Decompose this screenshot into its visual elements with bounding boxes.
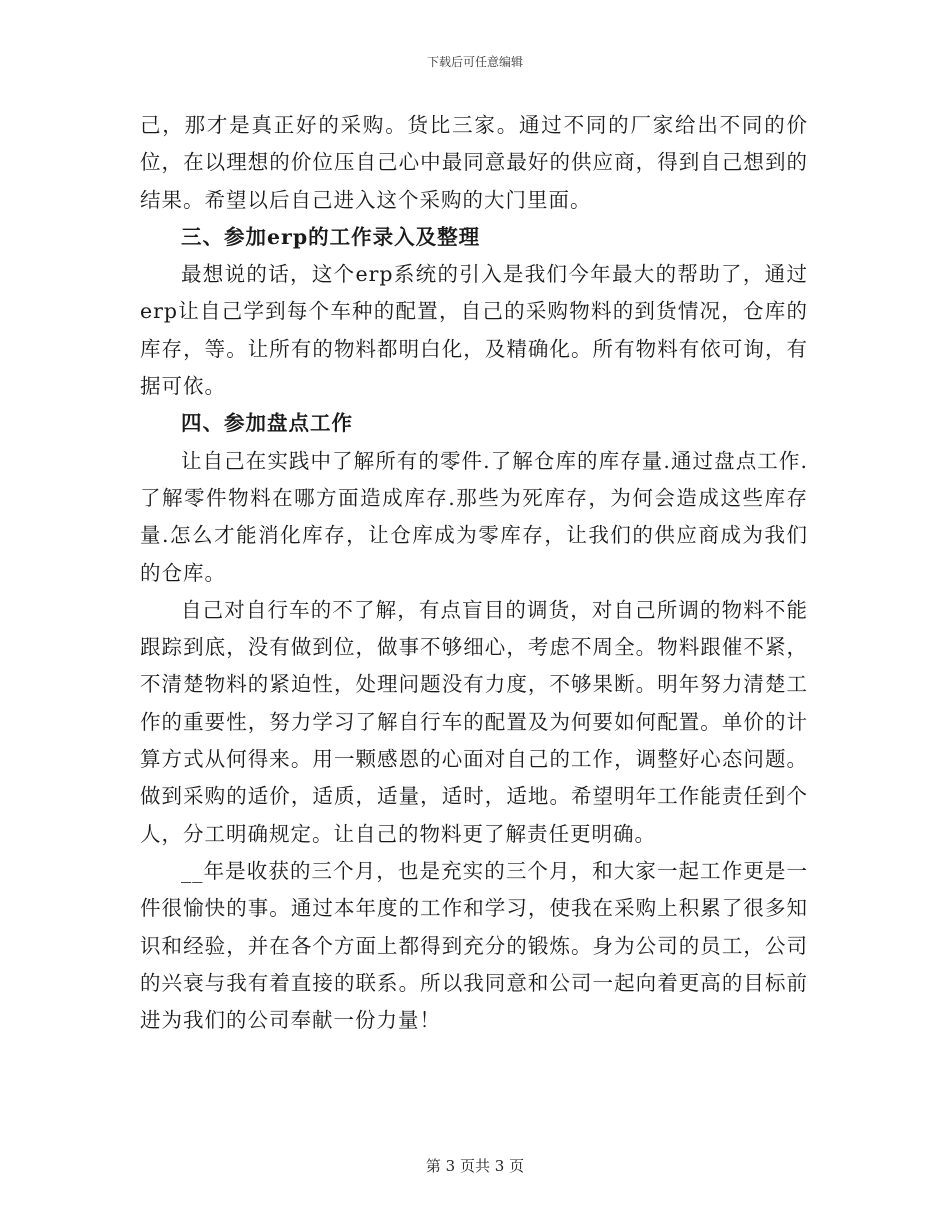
paragraph-erp: 最想说的话，这个erp系统的引入是我们今年最大的帮助了，通过erp让自己学到每个车种的配置，自己的采购物料的到货情况，仓库的库存，等。让所有的物料都明白化，及精确化。所有物料有依可询，有据可依。 xyxy=(140,262,808,399)
document-body xyxy=(140,107,808,1039)
paragraph-self-review: 自己对自行车的不了解，有点盲目的调货，对自己所调的物料不能跟踪到底，没有做到位，做事不够细心，考虑不周全。物料跟催不紧，不清楚物料的紧迫性，处理问题没有力度，不够果断。明年努力清楚工作的重要性，努力学习了解自行车的配置及为何要如何配置。单价的计算方式从何得来。用一颗感恩的心面对自己的工作，调整好心态问题。做到采购的适价，适质，适量，适时，适地。希望明年工作能责任到个人，分工明确规定。让自己的物料更了解责任更明确。 xyxy=(140,597,808,846)
paragraph-conclusion: __年是收获的三个月，也是充实的三个月，和大家一起工作更是一件很愉快的事。通过本年度的工作和学习，使我在采购上积累了很多知识和经验，并在各个方面上都得到充分的锻炼。身为公司的员工，公司的兴衰与我有着直接的联系。所以我同意和公司一起向着更高的目标前进为我们的公司奉献一份力量！ xyxy=(140,858,808,1033)
page-header: 下载后可任意编辑 xyxy=(426,55,523,69)
paragraph-inventory: 让自己在实践中了解所有的零件.了解仓库的库存量.通过盘点工作.了解零件物料在哪方面造成库存.那些为死库存，为何会造成这些库存量.怎么才能消化库存，让仓库成为零库存，让我们的供应商成为我们的仓库。 xyxy=(140,448,808,585)
section-heading-3: 三、参加erp的工作录入及整理 xyxy=(181,224,481,249)
paragraph-continued: 己，那才是真正好的采购。货比三家。通过不同的厂家给出不同的价位，在以理想的价位压自己心中最同意最好的供应商，得到自己想到的结果。希望以后自己进入这个采购的大门里面。 xyxy=(140,113,808,212)
section-heading-4: 四、参加盘点工作 xyxy=(181,411,353,436)
page-footer: 第 3 页共 3 页 xyxy=(425,1157,525,1175)
